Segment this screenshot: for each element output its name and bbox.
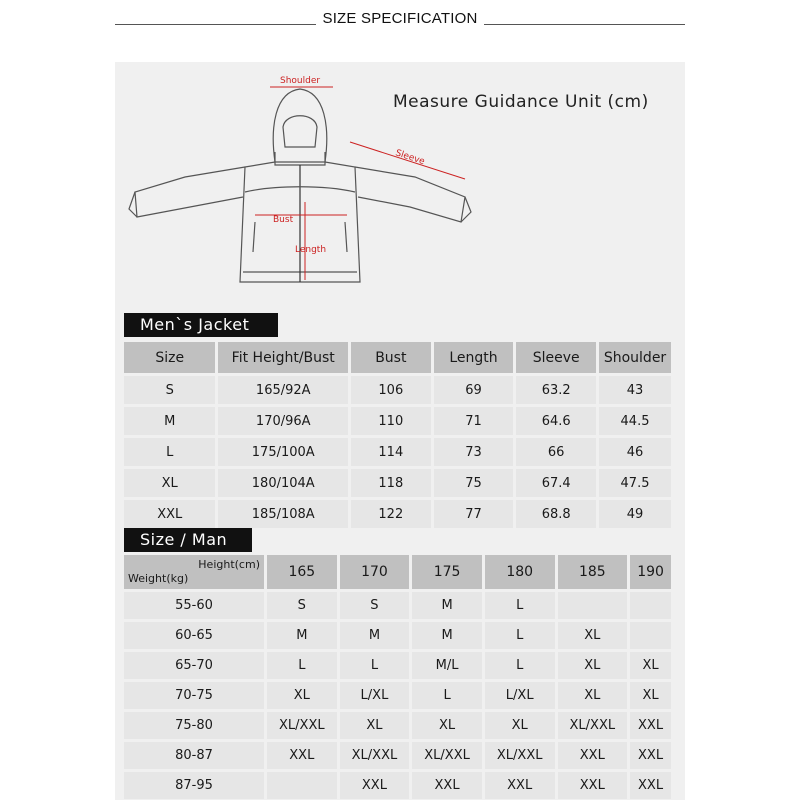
col-header: Bust <box>351 342 431 373</box>
table-cell: 70-75 <box>124 682 264 709</box>
table-row <box>124 469 671 497</box>
table-cell: 75 <box>434 469 514 497</box>
table-cell: XXL <box>124 500 215 528</box>
table-row <box>124 407 671 435</box>
table-cell: 64.6 <box>516 407 596 435</box>
table-cell: 63.2 <box>516 376 596 404</box>
table-row <box>124 438 671 466</box>
height-header: 190 <box>630 555 671 589</box>
table-cell: XXL <box>340 772 410 799</box>
table-cell: 106 <box>351 376 431 404</box>
table-cell: L <box>124 438 215 466</box>
table-row <box>124 712 671 739</box>
table-cell: L <box>267 652 337 679</box>
col-header: Length <box>434 342 514 373</box>
table-cell: 67.4 <box>516 469 596 497</box>
height-header: 185 <box>558 555 628 589</box>
table-cell: XL <box>630 682 671 709</box>
table-cell: 165/92A <box>218 376 348 404</box>
table-cell: 73 <box>434 438 514 466</box>
table-row <box>124 772 671 799</box>
table-row <box>124 500 671 528</box>
size-man-header-row <box>124 555 671 589</box>
page-title-text: SIZE SPECIFICATION <box>316 10 483 27</box>
hood-outline <box>273 89 326 162</box>
table-cell: 80-87 <box>124 742 264 769</box>
length-label: Length <box>295 245 327 255</box>
table-cell: 49 <box>599 500 671 528</box>
table-cell: 71 <box>434 407 514 435</box>
table-cell: 66 <box>516 438 596 466</box>
table-cell: XL <box>124 469 215 497</box>
table-cell <box>558 592 628 619</box>
table-cell: 114 <box>351 438 431 466</box>
table-cell: XXL <box>630 712 671 739</box>
table-row <box>124 622 671 649</box>
table-row <box>124 742 671 769</box>
table-cell: XL <box>558 652 628 679</box>
table-cell <box>630 592 671 619</box>
height-header: 170 <box>340 555 410 589</box>
table-cell: 77 <box>434 500 514 528</box>
table-cell <box>630 622 671 649</box>
size-man-table <box>121 552 674 800</box>
height-axis-label: Height(cm) <box>198 558 260 571</box>
table-cell: L/XL <box>485 682 555 709</box>
table-cell: XL/XXL <box>485 742 555 769</box>
jacket-header-row <box>124 342 671 373</box>
table-cell: 44.5 <box>599 407 671 435</box>
table-cell: 185/108A <box>218 500 348 528</box>
size-man-label: Size / Man <box>124 528 252 552</box>
table-cell: 46 <box>599 438 671 466</box>
table-row <box>124 376 671 404</box>
table-cell: 69 <box>434 376 514 404</box>
table-cell: XL <box>630 652 671 679</box>
table-cell: XXL <box>558 742 628 769</box>
table-cell: L/XL <box>340 682 410 709</box>
measure-guidance: Measure Guidance Unit (cm) <box>393 92 649 112</box>
table-cell: 60-65 <box>124 622 264 649</box>
table-row <box>124 682 671 709</box>
shoulder-label: Shoulder <box>280 76 321 86</box>
jacket-size-table <box>121 339 674 531</box>
table-cell: XL <box>558 622 628 649</box>
height-header: 175 <box>412 555 482 589</box>
table-cell: 47.5 <box>599 469 671 497</box>
table-cell: L <box>485 622 555 649</box>
table-cell: XXL <box>630 772 671 799</box>
table-cell: XL/XXL <box>340 742 410 769</box>
height-header: 165 <box>267 555 337 589</box>
weight-axis-label: Weight(kg) <box>128 572 189 585</box>
table-cell: XL <box>412 712 482 739</box>
height-header: 180 <box>485 555 555 589</box>
table-cell: M <box>267 622 337 649</box>
mens-jacket-label: Men`s Jacket <box>124 313 278 337</box>
table-cell: L <box>412 682 482 709</box>
table-cell: L <box>485 592 555 619</box>
table-cell: 87-95 <box>124 772 264 799</box>
col-header: Shoulder <box>599 342 671 373</box>
table-cell: L <box>485 652 555 679</box>
table-cell: M <box>124 407 215 435</box>
table-cell: S <box>267 592 337 619</box>
table-cell: XL <box>340 712 410 739</box>
table-cell: 118 <box>351 469 431 497</box>
table-cell: M <box>412 592 482 619</box>
table-cell: XL <box>485 712 555 739</box>
table-cell: 110 <box>351 407 431 435</box>
table-cell: L <box>340 652 410 679</box>
table-cell: 175/100A <box>218 438 348 466</box>
table-cell: XXL <box>558 772 628 799</box>
table-cell: 170/96A <box>218 407 348 435</box>
table-cell: XL/XXL <box>558 712 628 739</box>
table-cell: S <box>124 376 215 404</box>
corner-header <box>124 555 264 589</box>
table-cell: XL/XXL <box>267 712 337 739</box>
table-cell: 122 <box>351 500 431 528</box>
title-bar <box>0 0 800 45</box>
table-cell: XL <box>267 682 337 709</box>
table-cell: XXL <box>412 772 482 799</box>
table-cell: M/L <box>412 652 482 679</box>
page-title <box>0 10 800 27</box>
table-cell: S <box>340 592 410 619</box>
table-cell: M <box>340 622 410 649</box>
table-cell: 180/104A <box>218 469 348 497</box>
col-header: Size <box>124 342 215 373</box>
table-row <box>124 592 671 619</box>
table-cell: 55-60 <box>124 592 264 619</box>
sleeve-label: Sleeve <box>394 148 426 168</box>
table-cell: M <box>412 622 482 649</box>
bust-label: Bust <box>273 215 294 225</box>
table-cell: XXL <box>630 742 671 769</box>
table-cell: XXL <box>267 742 337 769</box>
col-header: Fit Height/Bust <box>218 342 348 373</box>
table-cell: XXL <box>485 772 555 799</box>
table-cell: 43 <box>599 376 671 404</box>
table-row <box>124 652 671 679</box>
col-header: Sleeve <box>516 342 596 373</box>
table-cell: XL <box>558 682 628 709</box>
table-cell: 68.8 <box>516 500 596 528</box>
table-cell: 65-70 <box>124 652 264 679</box>
table-cell: XL/XXL <box>412 742 482 769</box>
table-cell: 75-80 <box>124 712 264 739</box>
table-cell <box>267 772 337 799</box>
